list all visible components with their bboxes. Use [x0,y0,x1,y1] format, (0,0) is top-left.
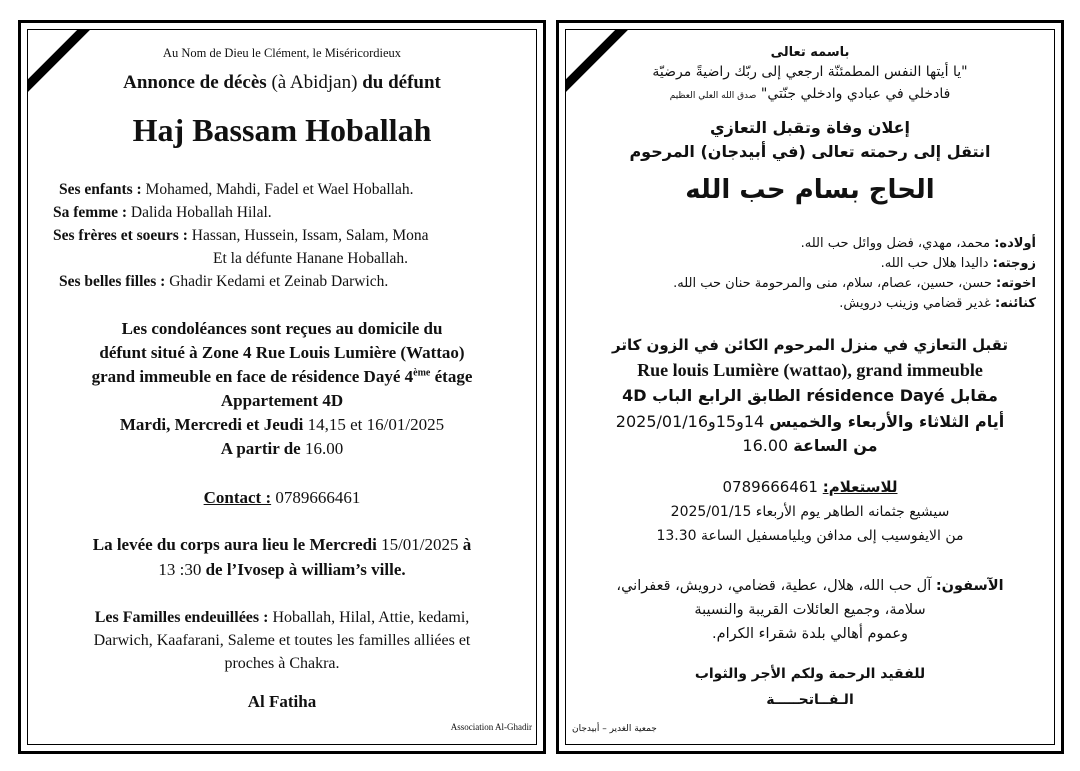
arabic-funeral-line-1: سيشيع جثمانه الطاهر يوم الأربعاء 2025/01/15 [670,504,950,520]
arabic-contact-phone[interactable]: 0789666461 [722,478,818,496]
wife-line: Sa femme : Dalida Hoballah Hilal. [53,204,272,221]
announcement-heading: Annonce de décès (à Abidjan) du défunt [123,72,441,93]
arabic-announcement-panel [556,20,1064,754]
arabic-funeral-line-2: من الايفوسيب إلى مدافن ويليامسفيل الساعة 13.30 [656,528,964,544]
apartment: Appartement 4D [220,391,344,410]
french-announcement-panel [18,20,546,754]
association-signature: Association Al-Ghadir [450,722,532,732]
arabic-condolences-line-3: مقابل résidence Dayé الطابق الرابع الباب 4D [622,386,998,405]
arabic-contact-line: للاستعلام: 0789666461 [722,478,898,496]
arabic-condolences-line-2: Rue louis Lumière (wattao), grand immeuble [637,360,983,380]
arabic-daughters-in-law-line: كنائنه: غدير قضامي وزينب درويش. [839,296,1036,311]
closing-prayer: Al Fatiha [247,692,317,711]
arabic-siblings-line: اخوته: حسن، حسين، عصام، سلام، منى والمرحومة حنان حب الله. [673,276,1036,291]
arabic-condolence-dates: أيام الثلاثاء والأربعاء والخميس 14و15و2025/01/16 [615,412,1005,431]
arabic-panel-inner-border [565,29,1055,745]
arabic-wife-line: زوجته: داليدا هلال حب الله. [880,256,1036,271]
quran-verse-line-2: فادخلي في عبادي وادخلي جنّتي" صدق الله العلي العظيم [669,86,951,102]
children-line: Ses enfants : Mohamed, Mahdi, Fadel et Wael Hoballah. [59,181,414,198]
arabic-condolences-line-1: تقبل التعازي في منزل المرحوم الكائن في الزون كاتر [611,336,1009,354]
arabic-invocation: باسمه تعالى [770,45,850,60]
invocation: Au Nom de Dieu le Clément, le Miséricordieux [162,46,402,60]
families-line-3: proches à Chakra. [224,655,340,672]
siblings-line: Ses frères et soeurs : Hassan, Hussein, Issam, Salam, Mona [53,227,429,244]
arabic-families-line-3: وعموم أهالي بلدة شقراء الكرام. [712,626,908,642]
arabic-closing-prayer: الـفــاتحـــــة [766,692,854,708]
condolence-dates: Mardi, Mercredi et Jeudi 14,15 et 16/01/2025 [119,415,445,434]
siblings-line-2: Et la défunte Hanane Hoballah. [213,250,408,267]
arabic-condolence-time: من الساعة 16.00 [742,436,878,455]
arabic-passed-away-line: انتقل إلى رحمته تعالى (في أبيدجان) المرحوم [629,142,991,161]
contact-phone[interactable]: 0789666461 [275,488,361,507]
funeral-line-1: La levée du corps aura lieu le Mercredi 15/01/2025 à [92,535,472,554]
contact-line: Contact : 0789666461 [203,488,361,507]
families-line-1: Les Familles endeuillées : Hoballah, Hilal, Attie, kedami, [94,609,470,626]
arabic-closing-line-1: للفقيد الرحمة ولكم الأجر والثواب [694,666,926,682]
arabic-deceased-name: الحاج بسام حب الله [685,175,935,205]
condolences-line-3: grand immeuble en face de résidence Dayé 4ème étage [91,367,473,386]
arabic-children-line: أولاده: محمد، مهدي، فضل ووائل حب الله. [800,236,1036,251]
condolence-time: A partir de 16.00 [220,439,344,458]
arabic-announcement-heading: إعلان وفاة وتقبل التعازي [709,118,911,137]
families-line-2: Darwich, Kaafarani, Saleme et toutes les familles alliées et [93,632,471,649]
condolences-line-1: Les condoléances sont reçues au domicile du [121,319,443,338]
arabic-families-line-2: سلامة، وجميع العائلات القريبة والنسيبة [694,602,926,618]
deceased-name: Haj Bassam Hoballah [132,112,432,148]
funeral-line-2: 13 :30 de l’Ivosep à william’s ville. [158,560,406,579]
arabic-association-signature: جمعية الغدير – أبيدجان [572,724,657,734]
quran-verse-line-1: "يا أيتها النفس المطمئنّة ارجعي إلى ربّك راضيةً مرضيّة [652,64,968,80]
daughters-in-law-line: Ses belles filles : Ghadir Kedami et Zeinab Darwich. [59,273,389,290]
arabic-families-line-1: الآسفون: آل حب الله، هلال، عطية، قضامي، درويش، قعفراني، [616,578,1004,594]
condolences-line-2: défunt situé à Zone 4 Rue Louis Lumière (Wattao) [99,343,465,362]
french-panel-inner-border [27,29,537,745]
